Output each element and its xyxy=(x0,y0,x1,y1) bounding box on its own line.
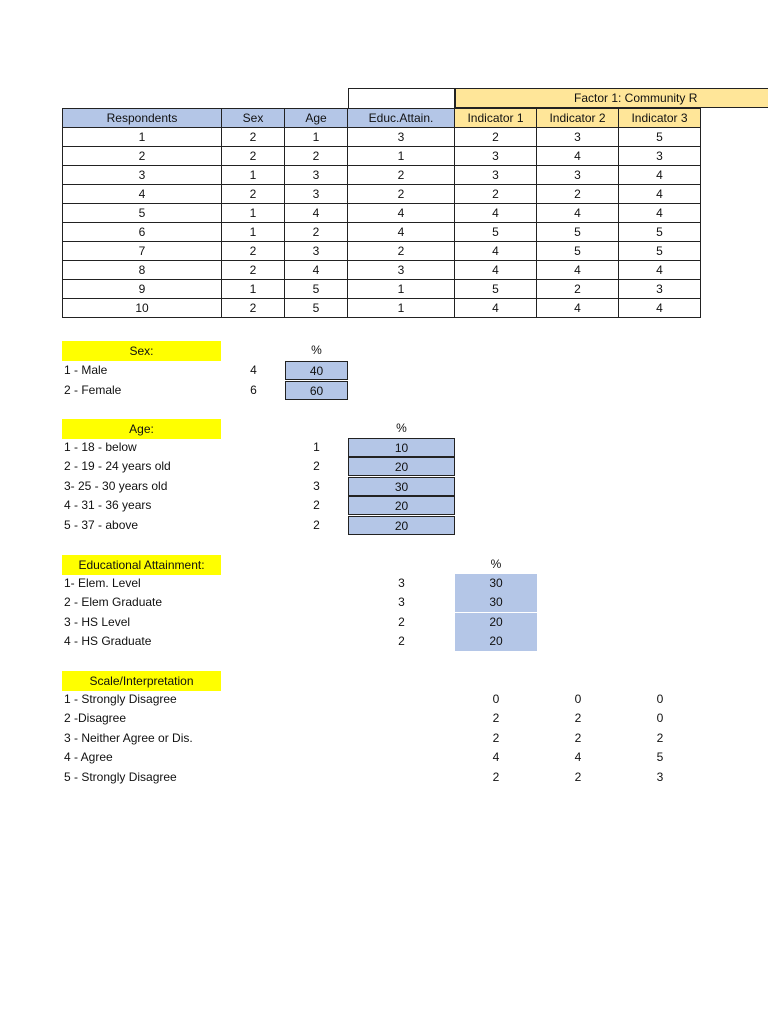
col-header-respondents: Respondents xyxy=(63,109,222,128)
cell-indicator-1: 3 xyxy=(455,147,537,166)
scale-item-indicator-1-count: 4 xyxy=(492,750,500,765)
age-item-label: 5 - 37 - above xyxy=(64,517,139,532)
educ-item-count: 3 xyxy=(398,576,405,590)
scale-item-indicator-1-count: 2 xyxy=(492,730,500,745)
cell-sex: 2 xyxy=(222,242,285,261)
cell-sex: 1 xyxy=(222,166,285,185)
cell-sex: 1 xyxy=(222,223,285,242)
scale-item-indicator-3-count: 3 xyxy=(656,769,664,784)
educ-section-title: Educational Attainment: xyxy=(62,555,221,575)
cell-indicator-1: 2 xyxy=(455,128,537,147)
sex-item-count: 6 xyxy=(250,383,257,397)
col-header-indicator-2: Indicator 2 xyxy=(537,109,619,128)
cell-indicator-3: 3 xyxy=(619,280,701,299)
cell-respondent-id: 6 xyxy=(63,223,222,242)
cell-indicator-1: 4 xyxy=(455,204,537,223)
empty-header-cell xyxy=(348,88,455,108)
age-item-percent: 20 xyxy=(348,496,455,515)
sex-item-label: 2 - Female xyxy=(64,383,122,397)
table-header-row xyxy=(63,109,701,128)
cell-educ-attain: 4 xyxy=(348,223,455,242)
sex-item-label: 1 - Male xyxy=(64,363,108,377)
cell-indicator-3: 4 xyxy=(619,204,701,223)
age-item-count: 2 xyxy=(313,498,320,513)
scale-item-indicator-2-count: 2 xyxy=(574,769,582,784)
col-header-educ-attain: Educ.Attain. xyxy=(348,109,455,128)
cell-age: 3 xyxy=(285,166,348,185)
cell-indicator-3: 5 xyxy=(619,128,701,147)
scale-item-indicator-2-count: 2 xyxy=(574,711,582,726)
cell-age: 5 xyxy=(285,280,348,299)
cell-indicator-1: 4 xyxy=(455,242,537,261)
cell-indicator-3: 4 xyxy=(619,261,701,280)
cell-respondent-id: 9 xyxy=(63,280,222,299)
cell-educ-attain: 1 xyxy=(348,147,455,166)
cell-age: 3 xyxy=(285,185,348,204)
scale-item-indicator-2-count: 4 xyxy=(574,750,582,765)
scale-item-label: 2 -Disagree xyxy=(64,711,127,726)
educ-item-percent: 30 xyxy=(455,574,537,593)
col-header-sex: Sex xyxy=(222,109,285,128)
cell-respondent-id: 4 xyxy=(63,185,222,204)
age-item-label: 4 - 31 - 36 years xyxy=(64,498,152,513)
cell-sex: 2 xyxy=(222,147,285,166)
factor-header: Factor 1: Community R xyxy=(455,88,768,108)
cell-indicator-1: 4 xyxy=(455,299,537,318)
scale-item-indicator-3-count: 0 xyxy=(656,711,664,726)
cell-indicator-2: 2 xyxy=(537,280,619,299)
age-item-label: 1 - 18 - below xyxy=(64,440,137,454)
educ-item-percent: 30 xyxy=(455,593,537,612)
cell-indicator-2: 4 xyxy=(537,261,619,280)
scale-item-label: 4 - Agree xyxy=(64,750,113,765)
cell-respondent-id: 10 xyxy=(63,299,222,318)
age-percent-header: % xyxy=(396,421,407,435)
age-item-label: 3- 25 - 30 years old xyxy=(64,478,168,493)
cell-indicator-1: 2 xyxy=(455,185,537,204)
sex-percent-header: % xyxy=(311,343,322,357)
cell-sex: 1 xyxy=(222,280,285,299)
cell-age: 2 xyxy=(285,223,348,242)
cell-sex: 2 xyxy=(222,128,285,147)
cell-age: 3 xyxy=(285,242,348,261)
educ-item-count: 3 xyxy=(398,595,405,610)
cell-indicator-3: 4 xyxy=(619,166,701,185)
cell-respondent-id: 3 xyxy=(63,166,222,185)
cell-age: 5 xyxy=(285,299,348,318)
cell-indicator-2: 3 xyxy=(537,166,619,185)
educ-item-label: 1- Elem. Level xyxy=(64,576,141,590)
scale-item-indicator-1-count: 2 xyxy=(492,769,500,784)
cell-indicator-2: 4 xyxy=(537,204,619,223)
respondents-table xyxy=(62,108,701,318)
cell-educ-attain: 2 xyxy=(348,242,455,261)
age-item-count: 2 xyxy=(313,517,320,532)
educ-percent-header: % xyxy=(490,557,502,571)
cell-indicator-2: 3 xyxy=(537,128,619,147)
table-row xyxy=(63,147,701,166)
educ-item-count: 2 xyxy=(398,634,405,649)
cell-educ-attain: 3 xyxy=(348,261,455,280)
cell-age: 1 xyxy=(285,128,348,147)
cell-indicator-3: 5 xyxy=(619,242,701,261)
cell-indicator-3: 5 xyxy=(619,223,701,242)
table-row xyxy=(63,280,701,299)
table-row xyxy=(63,166,701,185)
cell-indicator-1: 3 xyxy=(455,166,537,185)
sex-section-title: Sex: xyxy=(62,341,221,361)
scale-item-indicator-3-count: 5 xyxy=(656,750,664,765)
table-row xyxy=(63,242,701,261)
cell-age: 4 xyxy=(285,261,348,280)
age-item-count: 1 xyxy=(313,440,320,454)
scale-item-label: 1 - Strongly Disagree xyxy=(64,692,177,706)
educ-item-label: 2 - Elem Graduate xyxy=(64,595,163,610)
cell-indicator-2: 5 xyxy=(537,242,619,261)
scale-item-label: 3 - Neither Agree or Dis. xyxy=(64,730,193,745)
cell-educ-attain: 2 xyxy=(348,166,455,185)
scale-item-indicator-1-count: 2 xyxy=(492,711,500,726)
cell-age: 2 xyxy=(285,147,348,166)
scale-item-indicator-3-count: 0 xyxy=(656,692,664,706)
age-item-count: 2 xyxy=(313,459,320,474)
cell-sex: 2 xyxy=(222,185,285,204)
scale-section-title: Scale/Interpretation xyxy=(62,671,221,691)
age-item-percent: 20 xyxy=(348,457,455,476)
age-item-percent: 20 xyxy=(348,516,455,535)
cell-indicator-3: 4 xyxy=(619,185,701,204)
cell-educ-attain: 1 xyxy=(348,280,455,299)
cell-respondent-id: 5 xyxy=(63,204,222,223)
table-row xyxy=(63,128,701,147)
cell-educ-attain: 3 xyxy=(348,128,455,147)
table-row xyxy=(63,261,701,280)
age-item-count: 3 xyxy=(313,478,320,493)
age-item-label: 2 - 19 - 24 years old xyxy=(64,459,171,474)
table-row xyxy=(63,299,701,318)
cell-indicator-1: 5 xyxy=(455,223,537,242)
cell-sex: 2 xyxy=(222,261,285,280)
col-header-age: Age xyxy=(285,109,348,128)
table-row xyxy=(63,204,701,223)
scale-item-indicator-2-count: 2 xyxy=(574,730,582,745)
cell-respondent-id: 1 xyxy=(63,128,222,147)
cell-educ-attain: 1 xyxy=(348,299,455,318)
cell-respondent-id: 7 xyxy=(63,242,222,261)
cell-respondent-id: 8 xyxy=(63,261,222,280)
cell-sex: 1 xyxy=(222,204,285,223)
cell-indicator-1: 5 xyxy=(455,280,537,299)
age-item-percent: 30 xyxy=(348,477,455,496)
cell-indicator-2: 5 xyxy=(537,223,619,242)
educ-item-percent: 20 xyxy=(455,632,537,651)
educ-item-percent: 20 xyxy=(455,613,537,632)
cell-educ-attain: 2 xyxy=(348,185,455,204)
scale-item-indicator-1-count: 0 xyxy=(492,692,500,706)
cell-sex: 2 xyxy=(222,299,285,318)
sex-item-percent: 40 xyxy=(285,361,348,380)
cell-indicator-1: 4 xyxy=(455,261,537,280)
cell-respondent-id: 2 xyxy=(63,147,222,166)
educ-item-count: 2 xyxy=(398,614,405,629)
educ-item-label: 4 - HS Graduate xyxy=(64,634,152,649)
table-row xyxy=(63,223,701,242)
cell-age: 4 xyxy=(285,204,348,223)
educ-item-label: 3 - HS Level xyxy=(64,614,131,629)
cell-indicator-2: 4 xyxy=(537,147,619,166)
col-header-indicator-1: Indicator 1 xyxy=(455,109,537,128)
scale-item-indicator-3-count: 2 xyxy=(656,730,664,745)
age-section-title: Age: xyxy=(62,419,221,439)
col-header-indicator-3: Indicator 3 xyxy=(619,109,701,128)
cell-educ-attain: 4 xyxy=(348,204,455,223)
cell-indicator-2: 4 xyxy=(537,299,619,318)
age-item-percent: 10 xyxy=(348,438,455,457)
scale-item-label: 5 - Strongly Disagree xyxy=(64,769,177,784)
table-row xyxy=(63,185,701,204)
cell-indicator-3: 4 xyxy=(619,299,701,318)
scale-item-indicator-2-count: 0 xyxy=(574,692,582,706)
sex-item-percent: 60 xyxy=(285,381,348,400)
cell-indicator-2: 2 xyxy=(537,185,619,204)
sex-item-count: 4 xyxy=(250,363,257,377)
cell-indicator-3: 3 xyxy=(619,147,701,166)
